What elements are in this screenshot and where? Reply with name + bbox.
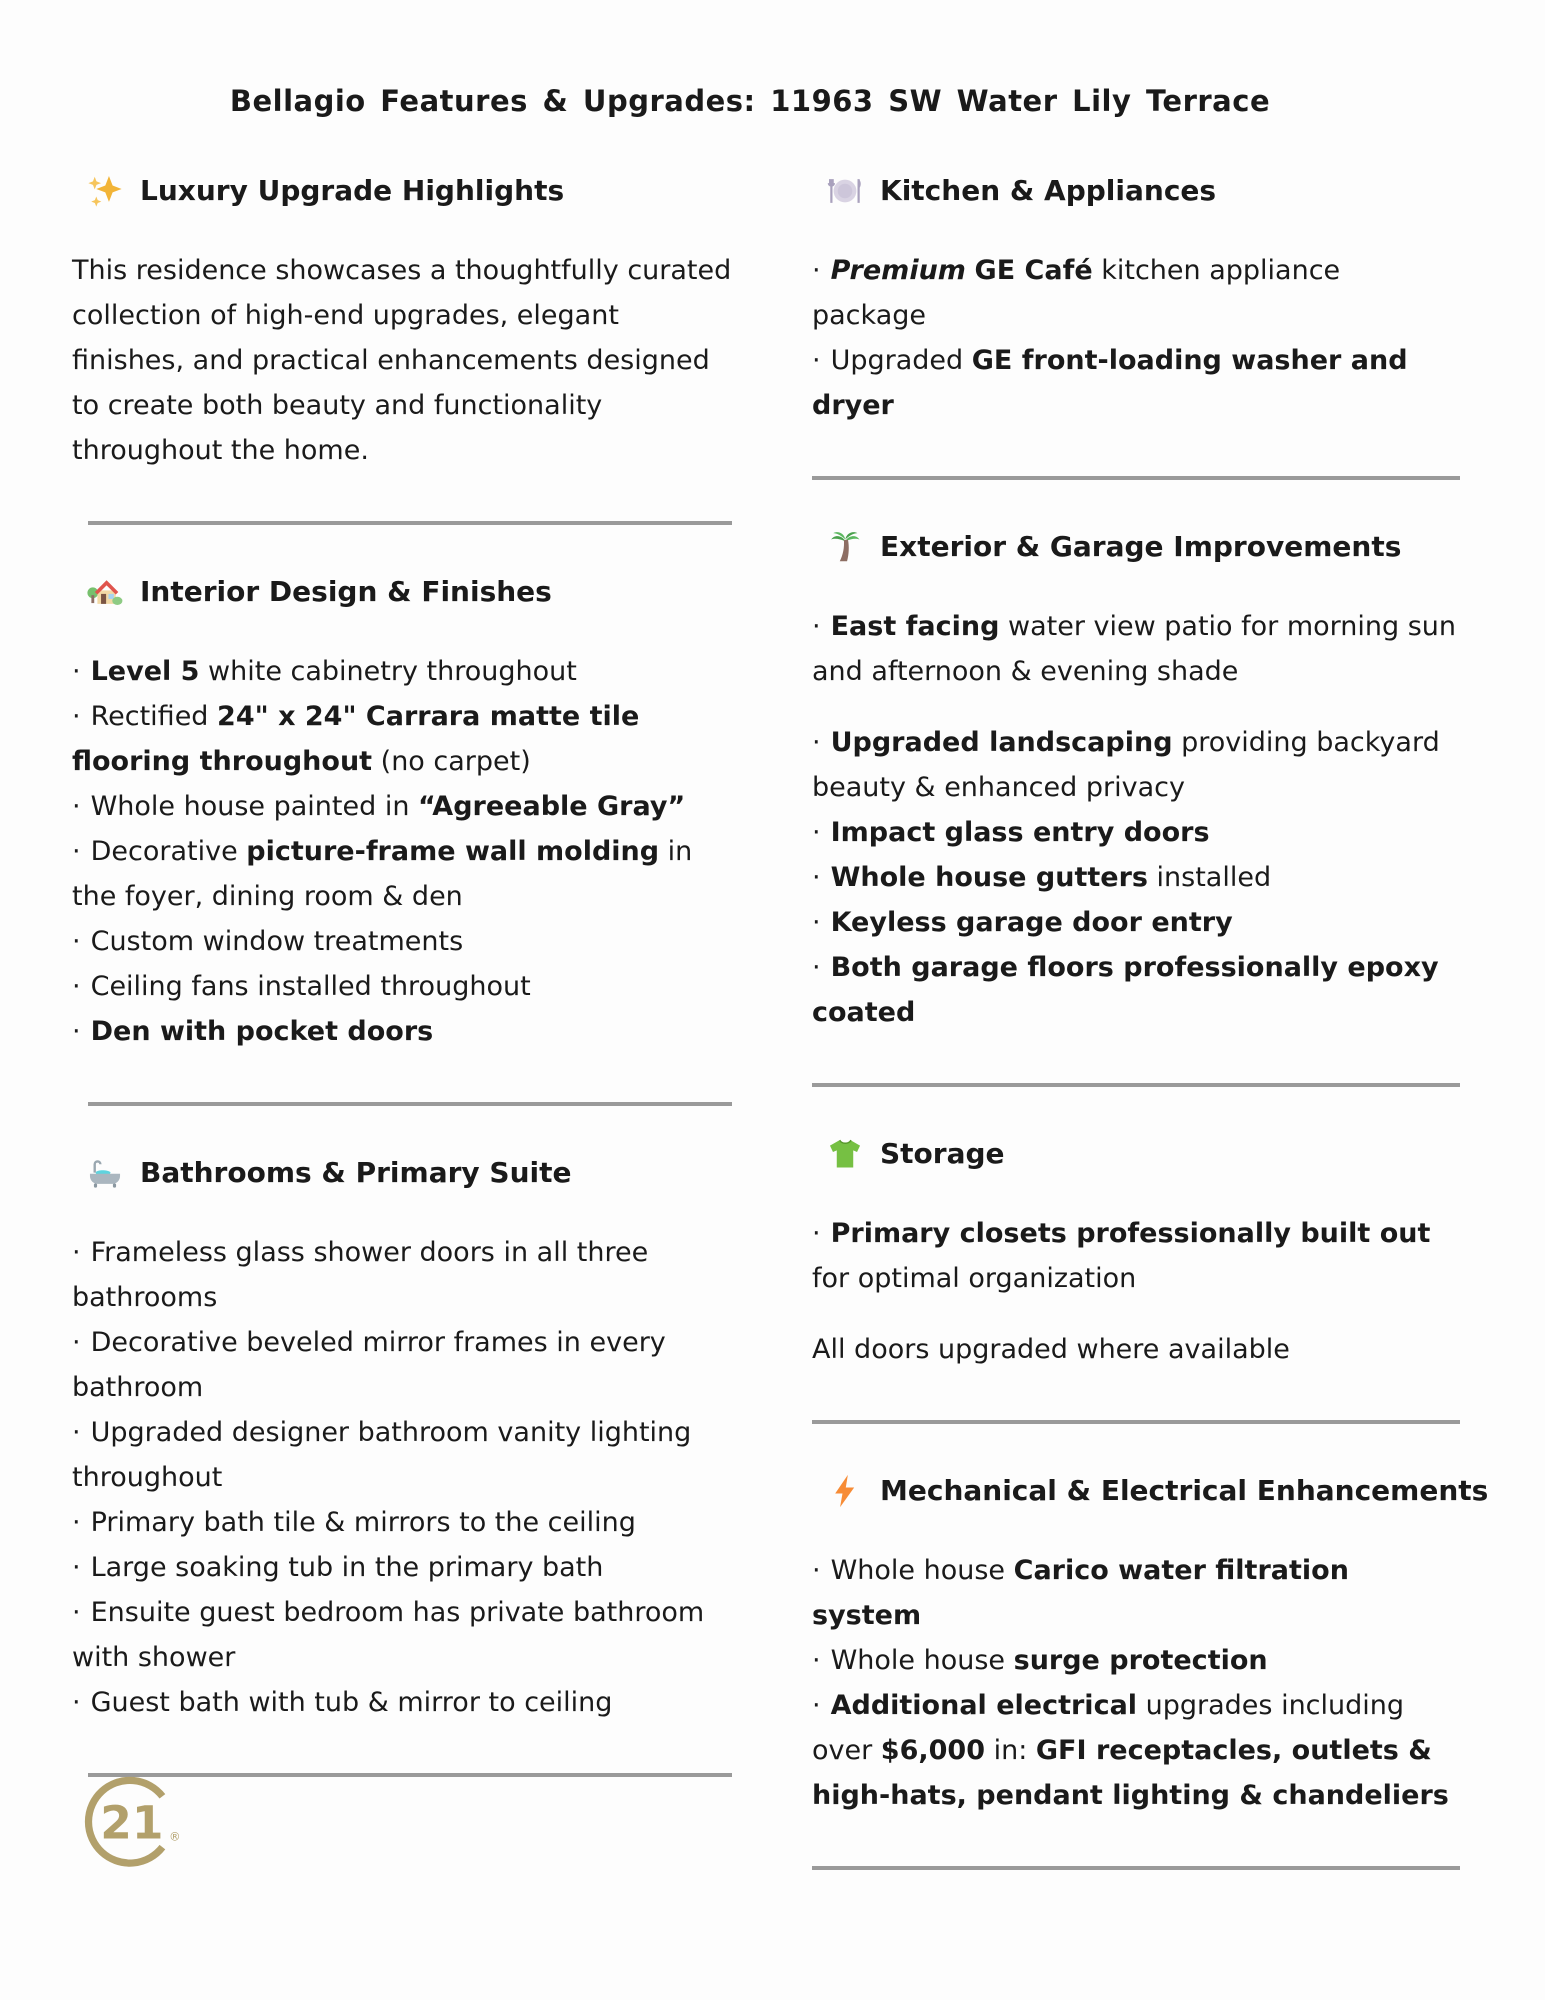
section-left-2 <box>72 1150 732 1725</box>
bullet-dot: · <box>72 1327 81 1358</box>
bullet-dot: · <box>812 1690 821 1721</box>
text-run: Upgraded designer bathroom vanity lighting throughout <box>72 1417 692 1493</box>
page-title: Bellagio Features & Upgrades: 11963 SW Water Lily Terrace <box>229 84 1271 118</box>
bullet-item <box>812 1211 1460 1301</box>
section-header <box>72 1150 732 1196</box>
left-column <box>72 168 732 1821</box>
section-items <box>812 1548 1460 1818</box>
section-header <box>72 569 732 615</box>
section-divider <box>812 1866 1460 1870</box>
text-run: Both garage floors professionally epoxy coated <box>812 952 1439 1028</box>
text-run: GE front-loading washer and dryer <box>812 345 1408 421</box>
bullet-dot: · <box>812 727 821 758</box>
text-run: Den with pocket doors <box>90 1016 434 1047</box>
section-left-0 <box>72 168 732 473</box>
section-divider <box>88 1102 732 1106</box>
text-run: Large soaking tub in the primary bath <box>90 1552 604 1583</box>
bullet-item <box>72 784 732 829</box>
bullet-dot: · <box>72 791 81 822</box>
section-header <box>812 1131 1460 1177</box>
text-run: Keyless garage door entry <box>830 907 1233 938</box>
right-column <box>812 168 1489 1914</box>
text-run: Upgraded landscaping <box>830 727 1173 758</box>
text-run: “Agreeable Gray” <box>418 791 686 822</box>
text-run: Premium <box>830 255 966 286</box>
text-run: Guest bath with tub & mirror to ceiling <box>90 1687 613 1718</box>
bullet-dot: · <box>72 1597 81 1628</box>
section-divider <box>812 1083 1460 1087</box>
text-run: This residence showcases a thoughtfully curated collection of high-end upgrades, elegant finishes, and practical enhancements designed to create both beauty and functionality throughout the home. <box>72 255 732 466</box>
bullet-dot: · <box>812 817 821 848</box>
section-divider <box>812 476 1460 480</box>
logo-number: 21 <box>100 1796 164 1850</box>
text-run: surge protection <box>1013 1645 1268 1676</box>
text-run: Whole house <box>830 1555 1014 1586</box>
section-title: Kitchen & Appliances <box>880 174 1217 207</box>
bullet-dot: · <box>72 1016 81 1047</box>
text-run: Ensuite guest bedroom has private bathroom with shower <box>72 1597 705 1673</box>
section-title: Interior Design & Finishes <box>140 575 552 608</box>
text-run: All doors upgraded where available <box>812 1334 1290 1365</box>
section-right-3 <box>812 1468 1489 1818</box>
section-items <box>812 1211 1460 1372</box>
section-right-1 <box>812 524 1460 1035</box>
sparkles-icon <box>86 172 124 210</box>
text-run: Whole house painted in <box>90 791 419 822</box>
text-run: providing backyard beauty & enhanced privacy <box>812 727 1440 803</box>
section-right-0 <box>812 168 1460 428</box>
text-run: installed <box>1147 862 1272 893</box>
bullet-item <box>72 694 732 784</box>
house-garden-icon <box>86 573 124 611</box>
bullet-item <box>812 1638 1460 1683</box>
palm-tree-icon <box>826 528 864 566</box>
bullet-dot: · <box>812 952 821 983</box>
text-run: GFI receptacles, outlets & high-hats, pendant lighting & chandeliers <box>812 1735 1449 1811</box>
text-run: Whole house <box>830 1645 1014 1676</box>
tshirt-icon <box>826 1135 864 1173</box>
bullet-dot: · <box>812 611 821 642</box>
section-divider <box>812 1420 1460 1424</box>
bullet-dot: · <box>812 1555 821 1586</box>
bullet-dot: · <box>72 656 81 687</box>
section-header <box>812 1468 1489 1514</box>
bullet-dot: · <box>72 1237 81 1268</box>
text-run: Upgraded <box>830 345 972 376</box>
bullet-item <box>72 1230 732 1320</box>
bullet-dot: · <box>72 1507 81 1538</box>
text-run: GE Café <box>974 255 1093 286</box>
section-title: Storage <box>880 1137 1005 1170</box>
bullet-item <box>72 1590 732 1680</box>
text-run: kitchen appliance package <box>812 255 1341 331</box>
text-run: Impact glass entry doors <box>830 817 1210 848</box>
bullet-item <box>72 1320 732 1410</box>
text-run: Ceiling fans installed throughout <box>90 971 531 1002</box>
text-run: white cabinetry throughout <box>199 656 577 687</box>
text-run: water view patio for morning sun and afternoon & evening shade <box>812 611 1457 687</box>
bullet-dot: · <box>72 971 81 1002</box>
bullet-dot: · <box>72 1552 81 1583</box>
text-run: for optimal organization <box>812 1263 1137 1294</box>
bullet-dot: · <box>812 862 821 893</box>
bathtub-icon <box>86 1154 124 1192</box>
section-header <box>812 524 1460 570</box>
text-run: East facing <box>830 611 1000 642</box>
text-run: in: <box>985 1735 1036 1766</box>
bullet-dot: · <box>72 701 81 732</box>
bullet-dot: · <box>812 1218 821 1249</box>
bullet-item <box>72 1410 732 1500</box>
section-title: Luxury Upgrade Highlights <box>140 174 565 207</box>
text-run: Additional electrical <box>830 1690 1138 1721</box>
bullet-dot: · <box>812 255 821 286</box>
bullet-dot: · <box>72 926 81 957</box>
text-run: Frameless glass shower doors in all three bathrooms <box>72 1237 649 1313</box>
text-run: (no carpet) <box>372 746 531 777</box>
section-items <box>72 1230 732 1725</box>
text-run: Primary closets professionally built out <box>830 1218 1431 1249</box>
section-divider <box>88 521 732 525</box>
text-run: upgrades including over <box>812 1690 1405 1766</box>
bullet-dot: · <box>72 1687 81 1718</box>
text-run: picture-frame wall molding <box>246 836 660 867</box>
bullet-dot: · <box>812 1645 821 1676</box>
century21-logo-graphic <box>82 1768 186 1892</box>
section-items <box>72 649 732 1054</box>
bullet-item <box>812 945 1460 1035</box>
section-left-1 <box>72 569 732 1054</box>
bullet-item <box>812 338 1460 428</box>
text-run <box>966 255 975 286</box>
section-items <box>812 248 1460 428</box>
text-run: 24" x 24" Carrara matte tile flooring throughout <box>72 701 640 777</box>
bullet-dot: · <box>72 836 81 867</box>
text-run: Decorative <box>90 836 247 867</box>
section-header <box>812 168 1460 214</box>
text-run: $6,000 <box>880 1735 985 1766</box>
bullet-item <box>812 1683 1460 1818</box>
text-run: Level 5 <box>90 656 200 687</box>
bullet-item <box>72 829 732 919</box>
century21-logo <box>82 1768 186 1892</box>
paragraph <box>812 1327 1460 1372</box>
bullet-item <box>72 1545 732 1590</box>
text-run: Decorative beveled mirror frames in every bathroom <box>72 1327 666 1403</box>
lightning-icon <box>826 1472 864 1510</box>
text-run: Whole house gutters <box>830 862 1148 893</box>
bullet-item <box>812 248 1460 338</box>
bullet-dot: · <box>72 1417 81 1448</box>
bullet-item <box>72 1009 732 1054</box>
section-title: Mechanical & Electrical Enhancements <box>880 1474 1489 1507</box>
bullet-item <box>812 604 1460 694</box>
section-items <box>72 248 732 473</box>
bullet-item <box>72 1680 732 1725</box>
dining-icon <box>826 172 864 210</box>
text-run: Custom window treatments <box>90 926 464 957</box>
bullet-item <box>72 919 732 964</box>
text-run: Rectified <box>90 701 218 732</box>
section-right-2 <box>812 1131 1460 1372</box>
section-header <box>72 168 732 214</box>
bullet-dot: · <box>812 345 821 376</box>
bullet-item <box>72 964 732 1009</box>
text-run: in the foyer, dining room & den <box>72 836 693 912</box>
bullet-item <box>812 855 1460 900</box>
bullet-item <box>72 1500 732 1545</box>
bullet-item <box>812 900 1460 945</box>
paragraph <box>72 248 732 473</box>
section-title: Exterior & Garage Improvements <box>880 530 1402 563</box>
section-title: Bathrooms & Primary Suite <box>140 1156 572 1189</box>
bullet-item <box>812 1548 1460 1638</box>
bullet-item <box>72 649 732 694</box>
bullet-dot: · <box>812 907 821 938</box>
text-run: Primary bath tile & mirrors to the ceiling <box>90 1507 636 1538</box>
bullet-item <box>812 720 1460 810</box>
logo-registered-mark: ® <box>169 1829 181 1844</box>
section-items <box>812 604 1460 1035</box>
bullet-item <box>812 810 1460 855</box>
text-run: Carico water filtration system <box>812 1555 1349 1631</box>
